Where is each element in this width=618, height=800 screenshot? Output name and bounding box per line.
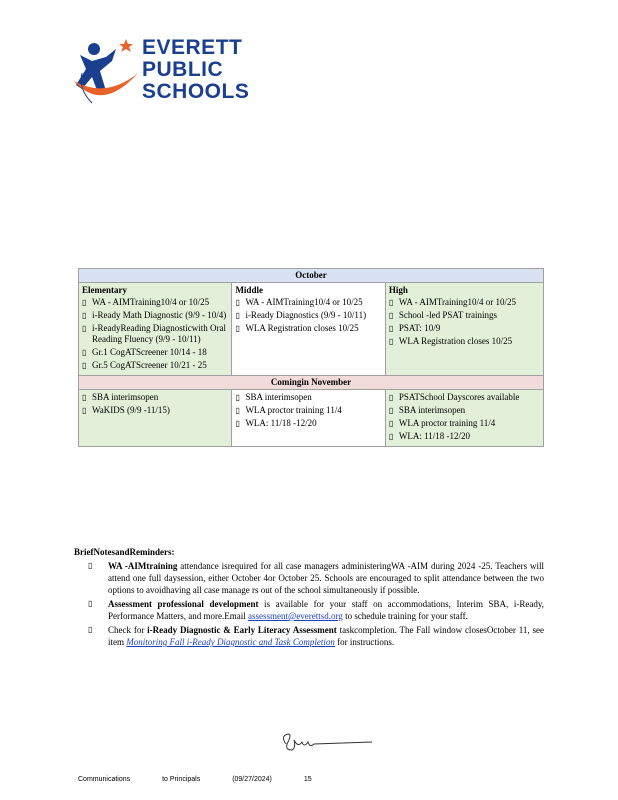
bullet-icon: ▯ xyxy=(235,298,240,307)
logo-figure-icon xyxy=(72,33,142,113)
bullet-icon: ▯ xyxy=(88,599,93,608)
list-item: ▯ i-Ready Math Diagnostic (9/9 - 10/4) xyxy=(82,310,227,320)
logo-line-2: PUBLIC xyxy=(142,58,224,81)
note-item xyxy=(88,560,544,596)
notes-title: BriefNotesandReminders: xyxy=(74,547,175,557)
list-item: ▯ PSAT: 10/9 xyxy=(388,323,441,333)
bullet-icon: ▯ xyxy=(235,311,240,320)
list-item: ▯ Gr.1 CogATScreener 10/14 - 18 xyxy=(82,347,207,357)
note-text: taskcompletion. The Fall window closesOctober 11, see item xyxy=(108,625,544,647)
logo-line-1: EVERETT xyxy=(142,36,243,59)
district-logo xyxy=(72,33,252,113)
footer-left: Communications xyxy=(78,776,131,783)
email-link[interactable]: assessment@everettsd.org xyxy=(247,611,343,621)
bullet-icon: ▯ xyxy=(88,561,93,570)
october-header: October xyxy=(79,269,544,283)
logo-line-3: SCHOOLS xyxy=(142,80,250,103)
list-item: ▯ WA - AIMTraining10/4 or 10/25 xyxy=(388,297,517,307)
note-pre: Check for xyxy=(108,625,148,635)
list-item: ▯ WaKIDS (9/9 -11/15) xyxy=(82,405,170,415)
bullet-icon: ▯ xyxy=(82,324,87,333)
list-item: ▯ SBA interimsopen xyxy=(235,392,312,402)
november-high-cell xyxy=(385,390,543,447)
page-number: 15 xyxy=(303,776,312,783)
bullet-icon: ▯ xyxy=(82,311,87,320)
bullet-icon: ▯ xyxy=(388,393,394,402)
list-item: ▯ Gr.5 CogATScreener 10/21 - 25 xyxy=(82,360,207,370)
bullet-icon: ▯ xyxy=(235,406,240,415)
list-item: ▯ WLA: 11/18 -12/20 xyxy=(388,431,471,441)
note-bold: Assessment professional development xyxy=(108,599,259,609)
bullet-icon: ▯ xyxy=(388,419,394,428)
monitoring-link[interactable]: Monitoring Fall i-Ready Diagnostic and Task Completion xyxy=(126,637,335,647)
november-elementary-cell xyxy=(79,390,232,447)
note-item xyxy=(88,624,544,648)
bullet-icon: ▯ xyxy=(82,348,87,357)
bullet-icon: ▯ xyxy=(235,324,240,333)
list-item: ▯ i-Ready Diagnostics (9/9 - 10/11) xyxy=(235,310,367,320)
list-item: ▯ WLA Registration closes 10/25 xyxy=(388,336,513,346)
bullet-icon: ▯ xyxy=(388,337,394,346)
october-high-cell xyxy=(385,283,543,376)
assessment-calendar-table xyxy=(78,268,544,447)
bullet-icon: ▯ xyxy=(235,419,240,428)
list-item: ▯ i-ReadyReading Diagnosticwith Oral Reading Fluency (9/9 - 10/11) xyxy=(82,323,226,344)
note-text: attendance isrequired for all case managers administeringWA -AIM during 2024 -25. Teachers will attend one full daysession, either October 4or October 25. Schools are encouraged to split attendance between the two options to avoidhaving all case manage rs out of the school simultaneously if possible. xyxy=(108,561,544,595)
november-header: Comingin November xyxy=(79,376,544,390)
list-item: ▯ WLA proctor training 11/4 xyxy=(235,405,342,415)
bullet-icon: ▯ xyxy=(82,361,87,370)
notes-section xyxy=(74,546,544,648)
column-title-elementary: Elementary xyxy=(82,285,127,295)
note-bold: WA -AIMtraining xyxy=(108,561,178,571)
list-item: ▯ SBA interimsopen xyxy=(82,392,159,402)
footer-date: (09/27/2024) xyxy=(232,776,272,783)
list-item: ▯ SBA interimsopen xyxy=(388,405,466,415)
signature-icon xyxy=(278,730,378,756)
october-elementary-cell xyxy=(79,283,232,376)
page-footer xyxy=(78,776,342,783)
list-item: ▯ WLA Registration closes 10/25 xyxy=(235,323,359,333)
october-middle-cell xyxy=(232,283,385,376)
note-text-after: for instructions. xyxy=(334,637,395,647)
list-item: ▯ WLA proctor training 11/4 xyxy=(388,418,496,428)
bullet-icon: ▯ xyxy=(388,311,394,320)
note-item xyxy=(88,598,544,622)
column-title-middle: Middle xyxy=(235,285,263,295)
list-item: ▯ WA - AIMTraining10/4 or 10/25 xyxy=(235,297,363,307)
bullet-icon: ▯ xyxy=(388,432,394,441)
list-item: ▯ WLA: 11/18 -12/20 xyxy=(235,418,317,428)
bullet-icon: ▯ xyxy=(235,393,240,402)
note-text-after: to schedule training for your staff. xyxy=(342,611,468,621)
column-title-high: High xyxy=(388,285,408,295)
bullet-icon: ▯ xyxy=(82,393,87,402)
list-item: ▯ PSATSchool Dayscores available xyxy=(388,392,520,402)
note-text: is available for your staff on accommodations, Interim SBA, i-Ready, Performance Matters, and more.Email xyxy=(108,599,544,621)
bullet-icon: ▯ xyxy=(82,298,87,307)
november-middle-cell xyxy=(232,390,385,447)
bullet-icon: ▯ xyxy=(88,625,93,634)
footer-mid: to Principals xyxy=(162,776,201,783)
bullet-icon: ▯ xyxy=(82,406,87,415)
bullet-icon: ▯ xyxy=(388,324,394,333)
bullet-icon: ▯ xyxy=(388,406,394,415)
list-item: ▯ WA - AIMTraining10/4 or 10/25 xyxy=(82,297,210,307)
list-item: ▯ School -led PSAT trainings xyxy=(388,310,497,320)
note-bold: i-Ready Diagnostic & Early Literacy Assessment xyxy=(147,625,337,635)
bullet-icon: ▯ xyxy=(388,298,394,307)
